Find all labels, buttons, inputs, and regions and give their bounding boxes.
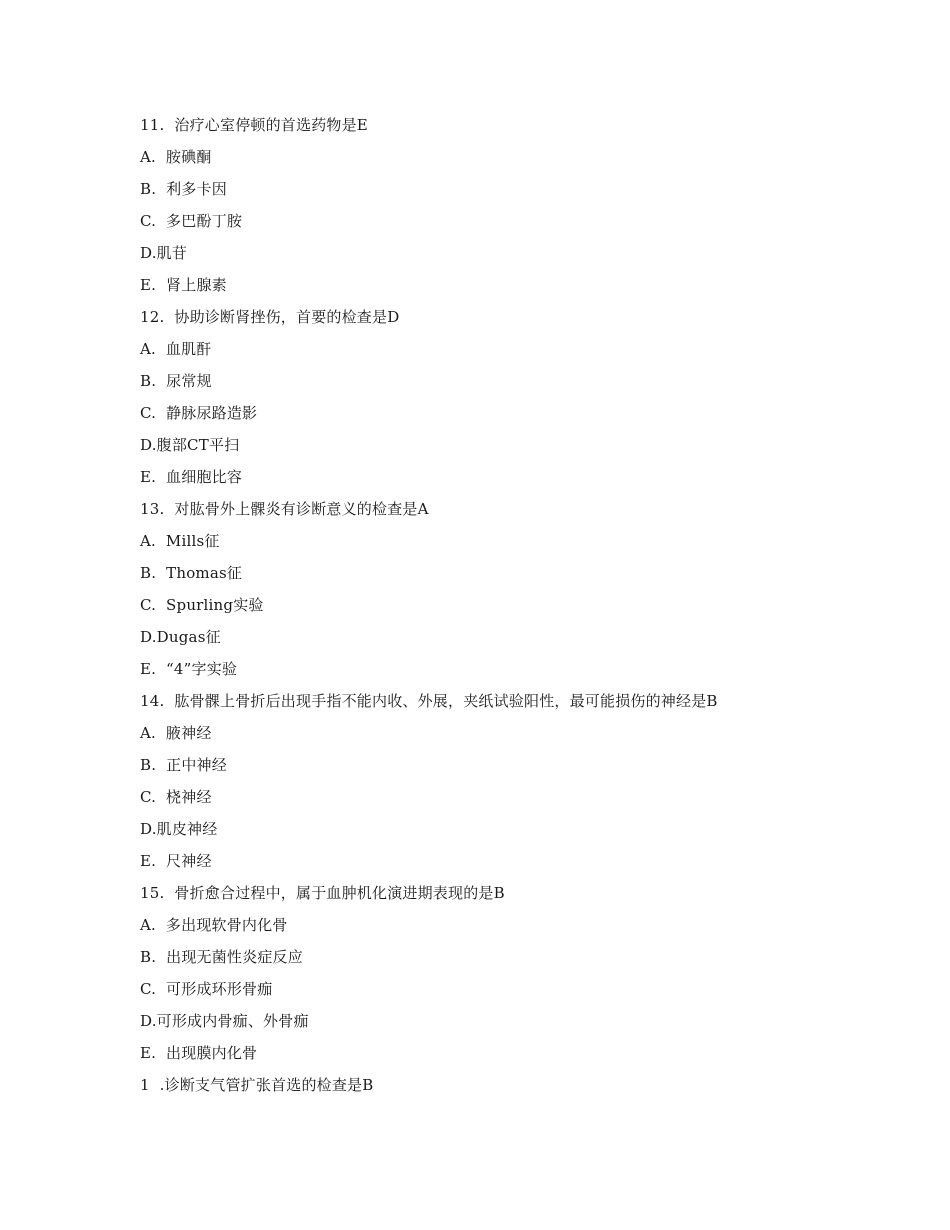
question-11-stem: 11. 治疗心室停顿的首选药物是E	[140, 116, 368, 134]
question-15-stem: 15. 骨折愈合过程中，属于血肿机化演进期表现的是B	[140, 884, 505, 902]
option-a: A. 腋神经	[140, 724, 212, 742]
option-c: C. 静脉尿路造影	[140, 404, 258, 422]
option-a: A. 胺碘酮	[140, 148, 212, 166]
option-b: B. 尿常规	[140, 372, 212, 390]
option-d: D.肌皮神经	[140, 820, 218, 838]
option-e: E. 出现膜内化骨	[140, 1044, 258, 1062]
option-d: D.肌苷	[140, 244, 188, 262]
option-b: B. Thomas征	[140, 564, 243, 582]
question-14-stem: 14. 肱骨髁上骨折后出现手指不能内收、外展，夹纸试验阳性，最可能损伤的神经是B	[140, 692, 718, 710]
option-b: B. 正中神经	[140, 756, 227, 774]
question-list	[140, 114, 900, 1106]
option-c: C. Spurling实验	[140, 596, 264, 614]
question-13-stem: 13. 对肱骨外上髁炎有诊断意义的检查是A	[140, 500, 429, 518]
option-e: E. 肾上腺素	[140, 276, 227, 294]
question-12-stem: 12. 协助诊断肾挫伤，首要的检查是D	[140, 308, 400, 326]
option-c: C. 多巴酚丁胺	[140, 212, 243, 230]
option-a: A. Mills征	[140, 532, 220, 550]
option-a: A. 多出现软骨内化骨	[140, 916, 288, 934]
question-1-stem: 1 .诊断支气管扩张首选的检查是B	[140, 1076, 374, 1094]
option-d: D.腹部CT平扫	[140, 436, 240, 454]
option-b: B. 利多卡因	[140, 180, 227, 198]
option-a: A. 血肌酐	[140, 340, 212, 358]
option-e: E. 血细胞比容	[140, 468, 243, 486]
option-b: B. 出现无菌性炎症反应	[140, 948, 303, 966]
option-c: C. 桡神经	[140, 788, 212, 806]
option-d: D.可形成内骨痂、外骨痂	[140, 1012, 309, 1030]
option-d: D.Dugas征	[140, 628, 221, 646]
option-e: E. “4”字实验	[140, 660, 238, 678]
option-c: C. 可形成环形骨痂	[140, 980, 273, 998]
option-e: E. 尺神经	[140, 852, 212, 870]
